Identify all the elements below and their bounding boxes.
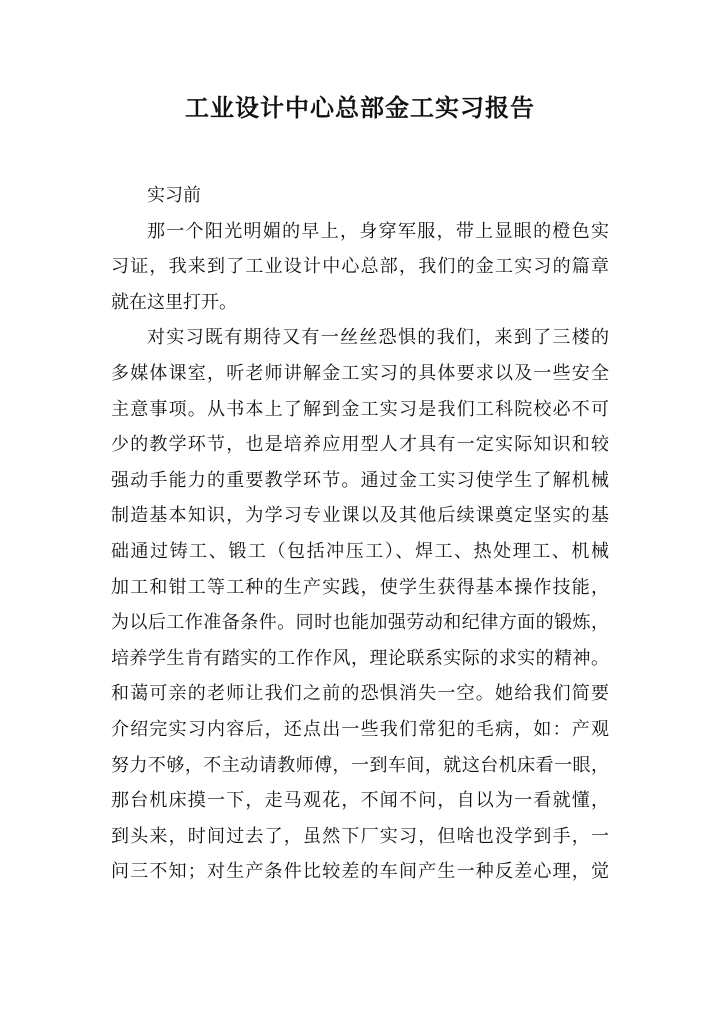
paragraph-line: 制造基本知识，为学习专业课以及其他后续课奠定坚实的基	[111, 505, 609, 527]
paragraph-line: 到头来，时间过去了，虽然下厂实习，但啥也没学到手，一	[111, 825, 609, 847]
paragraph-line: 对实习既有期待又有一丝丝恐惧的我们，来到了三楼的	[147, 327, 609, 349]
paragraph-line: 就在这里打开。	[111, 291, 237, 313]
document-body	[111, 178, 609, 890]
paragraph-line: 加工和钳工等工种的生产实践，使学生获得基本操作技能，	[111, 576, 609, 598]
paragraph-line: 强动手能力的重要教学环节。通过金工实习使学生了解机械	[111, 469, 609, 491]
paragraph-line: 培养学生肯有踏实的工作作风，理论联系实际的求实的精神。	[111, 647, 609, 669]
paragraph-line: 介绍完实习内容后，还点出一些我们常犯的毛病，如：产观	[111, 718, 609, 740]
paragraph-line: 础通过铸工、锻工（包括冲压工）、焊工、热处理工、机械	[111, 540, 609, 562]
paragraph-line: 多媒体课室，听老师讲解金工实习的具体要求以及一些安全	[111, 362, 609, 384]
paragraph-line: 努力不够，不主动请教师傅，一到车间，就这台机床看一眼，	[111, 754, 609, 776]
paragraph-line: 那一个阳光明媚的早上，身穿军服，带上显眼的橙色实	[147, 220, 609, 242]
paragraph-line: 习证，我来到了工业设计中心总部，我们的金工实习的篇章	[111, 256, 609, 278]
paragraph-line: 少的教学环节，也是培养应用型人才具有一定实际知识和较	[111, 434, 609, 456]
paragraph-line: 和蔼可亲的老师让我们之前的恐惧消失一空。她给我们简要	[111, 683, 609, 705]
document-title: 工业设计中心总部金工实习报告	[185, 94, 535, 122]
paragraph-line: 那台机床摸一下，走马观花，不闻不问，自以为一看就懂，	[111, 790, 609, 812]
paragraph-line: 主意事项。从书本上了解到金工实习是我们工科院校必不可	[111, 398, 609, 420]
paragraph-line: 为以后工作准备条件。同时也能加强劳动和纪律方面的锻炼，	[111, 612, 609, 634]
paragraph-line: 问三不知；对生产条件比较差的车间产生一种反差心理，觉	[111, 861, 609, 883]
section-heading: 实习前	[147, 185, 201, 206]
